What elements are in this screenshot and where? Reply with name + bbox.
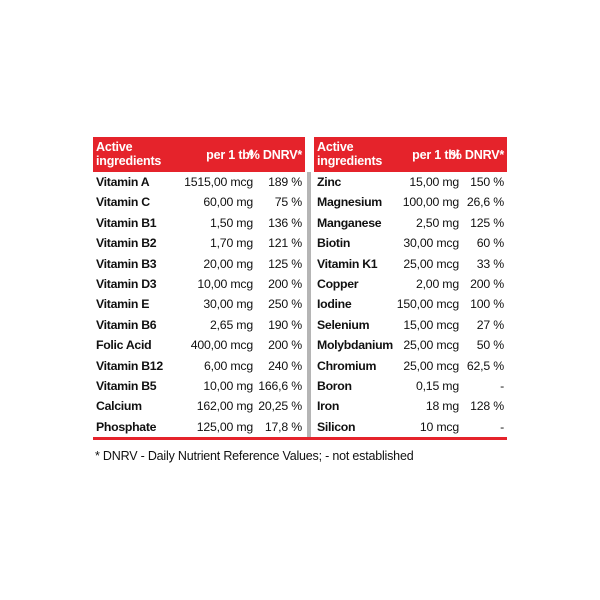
- table-bottom-rule: [93, 437, 507, 440]
- ingredient-name: Vitamin B1: [96, 215, 157, 230]
- right-table-body: [314, 172, 507, 437]
- ingredient-name: Vitamin A: [96, 175, 150, 189]
- amount-value: 2,50 mg: [415, 215, 459, 230]
- table-row: [314, 376, 507, 396]
- table-row: [93, 254, 305, 274]
- amount-value: 1,50 mg: [209, 215, 253, 230]
- amount-value: 162,00 mg: [196, 399, 253, 414]
- ingredient-name: Phosphate: [96, 419, 157, 434]
- ingredient-name: Vitamin C: [96, 195, 150, 210]
- amount-value: 25,00 mcg: [403, 358, 459, 373]
- dnrv-value: 50 %: [476, 338, 504, 353]
- header-ingredients: Active ingredients: [317, 140, 383, 168]
- amount-value: 30,00 mcg: [403, 236, 459, 251]
- amount-value: 15,00 mcg: [403, 317, 459, 332]
- ingredient-name: Chromium: [317, 358, 377, 373]
- ingredient-name: Calcium: [96, 399, 142, 414]
- amount-value: 0,15 mg: [415, 378, 459, 393]
- table-row: [314, 396, 507, 416]
- table-row: [93, 335, 305, 355]
- ingredient-name: Vitamin B3: [96, 256, 157, 271]
- amount-value: 150,00 mcg: [396, 297, 459, 312]
- table-row: [93, 192, 305, 212]
- table-row: [93, 294, 305, 314]
- table-row: [93, 356, 305, 376]
- table-row: [314, 254, 507, 274]
- dnrv-value: 189 %: [268, 175, 302, 189]
- table-row: [314, 274, 507, 294]
- table-row: [93, 233, 305, 253]
- table-row: [314, 356, 507, 376]
- header-per-tablet: per 1 tbl: [206, 148, 253, 162]
- table-row: [314, 335, 507, 355]
- dnrv-value: 60 %: [476, 236, 504, 251]
- dnrv-value: 100 %: [470, 297, 504, 312]
- amount-value: 6,00 mcg: [204, 358, 253, 373]
- dnrv-value: -: [500, 378, 504, 393]
- amount-value: 10 mcg: [419, 419, 459, 434]
- dnrv-value: 136 %: [268, 215, 302, 230]
- amount-value: 400,00 mcg: [190, 338, 253, 353]
- table-row: [93, 376, 305, 396]
- header-ingredients: Active ingredients: [96, 140, 162, 168]
- amount-value: 2,65 mg: [209, 317, 253, 332]
- amount-value: 25,00 mcg: [403, 338, 459, 353]
- ingredient-name: Boron: [317, 378, 352, 393]
- table-row: [93, 417, 305, 437]
- amount-value: 125,00 mg: [196, 419, 253, 434]
- dnrv-value: 20,25 %: [258, 399, 302, 414]
- ingredient-name: Silicon: [317, 419, 356, 434]
- dnrv-value: 150 %: [470, 175, 504, 189]
- amount-value: 1,70 mg: [209, 236, 253, 251]
- ingredient-name: Iron: [317, 399, 340, 414]
- ingredient-name: Selenium: [317, 317, 370, 332]
- table-row: [314, 192, 507, 212]
- amount-value: 18 mg: [425, 399, 459, 414]
- right-table-header: [314, 137, 507, 172]
- dnrv-value: 125 %: [268, 256, 302, 271]
- dnrv-value: 240 %: [268, 358, 302, 373]
- dnrv-value: 250 %: [268, 297, 302, 312]
- ingredient-name: Biotin: [317, 236, 351, 251]
- dnrv-value: 125 %: [470, 215, 504, 230]
- table-row: [93, 274, 305, 294]
- left-table-body: [93, 172, 305, 437]
- ingredient-name: Vitamin K1: [317, 256, 378, 271]
- table-row: [314, 233, 507, 253]
- amount-value: 10,00 mcg: [197, 276, 253, 291]
- ingredient-name: Vitamin B6: [96, 317, 157, 332]
- right-nutrient-table: [314, 137, 507, 437]
- amount-value: 25,00 mcg: [403, 256, 459, 271]
- ingredient-name: Vitamin B12: [96, 358, 163, 373]
- dnrv-value: 17,8 %: [264, 419, 302, 434]
- dnrv-value: 200 %: [470, 276, 504, 291]
- table-row: [314, 294, 507, 314]
- amount-value: 1515,00 mcg: [184, 175, 253, 189]
- ingredient-name: Copper: [317, 276, 359, 291]
- footnote: * DNRV - Daily Nutrient Reference Values; - not established: [95, 449, 414, 463]
- amount-value: 100,00 mg: [402, 195, 459, 210]
- ingredient-name: Manganese: [317, 215, 382, 230]
- dnrv-value: 200 %: [268, 338, 302, 353]
- amount-value: 10,00 mg: [203, 378, 253, 393]
- amount-value: 2,00 mg: [415, 276, 459, 291]
- dnrv-value: -: [500, 419, 504, 434]
- dnrv-value: 62,5 %: [466, 358, 504, 373]
- ingredient-name: Molybdanium: [317, 338, 393, 353]
- amount-value: 30,00 mg: [203, 297, 253, 312]
- dnrv-value: 128 %: [470, 399, 504, 414]
- left-table-header: [93, 137, 305, 172]
- dnrv-value: 200 %: [268, 276, 302, 291]
- ingredient-name: Magnesium: [317, 195, 382, 210]
- column-divider: [307, 172, 311, 437]
- ingredient-name: Folic Acid: [96, 338, 152, 353]
- dnrv-value: 26,6 %: [466, 195, 504, 210]
- dnrv-value: 33 %: [476, 256, 504, 271]
- table-row: [314, 213, 507, 233]
- table-row: [314, 315, 507, 335]
- header-per-tablet: per 1 tbl: [412, 148, 459, 162]
- table-row: [93, 213, 305, 233]
- amount-value: 60,00 mg: [203, 195, 253, 210]
- table-row: [314, 417, 507, 437]
- amount-value: 15,00 mg: [409, 175, 459, 189]
- dnrv-value: 166,6 %: [258, 378, 302, 393]
- ingredient-name: Iodine: [317, 297, 352, 312]
- dnrv-value: 190 %: [268, 317, 302, 332]
- ingredient-name: Zinc: [317, 175, 342, 189]
- ingredient-name: Vitamin D3: [96, 276, 157, 291]
- table-row: [93, 172, 305, 192]
- header-dnrv: % DNRV*: [450, 148, 504, 162]
- amount-value: 20,00 mg: [203, 256, 253, 271]
- header-dnrv: % DNRV*: [248, 148, 302, 162]
- dnrv-value: 27 %: [476, 317, 504, 332]
- table-row: [314, 172, 507, 192]
- left-nutrient-table: [93, 137, 305, 437]
- table-row: [93, 396, 305, 416]
- table-row: [93, 315, 305, 335]
- dnrv-value: 121 %: [268, 236, 302, 251]
- ingredient-name: Vitamin B2: [96, 236, 157, 251]
- ingredient-name: Vitamin E: [96, 297, 150, 312]
- ingredient-name: Vitamin B5: [96, 378, 157, 393]
- dnrv-value: 75 %: [274, 195, 302, 210]
